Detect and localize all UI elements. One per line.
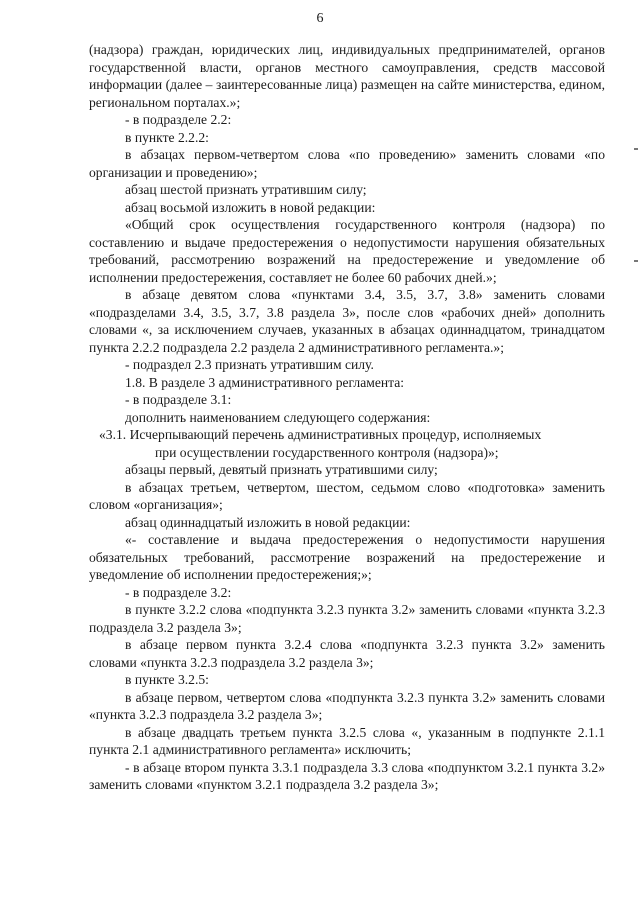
page-number: 6 [316, 11, 324, 26]
paragraph: «Общий срок осуществления государственного контроля (надзора) по составлению и выдаче предостережения о недопустимости нарушения обязательных требований, рассмотрению возражений на предостережение и уведомление об исполнении предостережения, составляет не более 60 рабочих дней.»; [89, 217, 605, 285]
paragraph: - в подразделе 3.2: [125, 584, 232, 600]
paragraph: в абзаце первом пункта 3.2.4 слова «подпункта 3.2.3 пункта 3.2» заменить словами «пункта 3.2.3 подраздела 3.2 раздела 3»; [89, 637, 605, 670]
paragraph: - в абзаце втором пункта 3.3.1 подраздела 3.3 слова «подпунктом 3.2.1 пункта 3.2» заменить словами «пунктом 3.2.1 подраздела 3.2 раздела 3»; [89, 759, 605, 792]
paragraph: - подраздел 2.3 признать утратившим силу. [125, 357, 374, 372]
paragraph: в пункте 2.2.2: [125, 129, 209, 145]
paragraph: в пункте 3.2.5: [125, 672, 209, 687]
scan-edge-mark [634, 260, 638, 262]
paragraph: - в подразделе 3.1: [125, 392, 232, 407]
paragraph: абзац восьмой изложить в новой редакции: [125, 199, 376, 215]
paragraph: в абзаце двадцать третьем пункта 3.2.5 слова «, указанным в подпункте 2.1.1 пункта 2.1 административного регламента» исключить; [89, 724, 605, 757]
section-heading-line-2: при осуществлении государственного контроля (надзора)»; [155, 444, 499, 460]
paragraph: абзацы первый, девятый признать утратившими силу; [125, 462, 438, 477]
paragraph: в пункте 3.2.2 слова «подпункта 3.2.3 пункта 3.2» заменить словами «пункта 3.2.3 подраздела 3.2 раздела 3»; [89, 602, 605, 635]
section-heading-line-1: «3.1. Исчерпывающий перечень административных процедур, исполняемых [99, 427, 542, 442]
paragraph: в абзацах третьем, четвертом, шестом, седьмом слово «подготовка» заменить словом «организация»; [89, 479, 605, 512]
paragraph: 1.8. В разделе 3 административного регламента: [125, 374, 405, 390]
paragraph: дополнить наименованием следующего содержания: [125, 409, 431, 425]
paragraph: абзац шестой признать утратившим силу; [125, 182, 367, 197]
document-body [89, 41, 605, 794]
scan-edge-mark [634, 148, 638, 150]
paragraph: в абзацах первом-четвертом слова «по проведению» заменить словами «по организации и проведению»; [89, 147, 605, 180]
paragraph: (надзора) граждан, юридических лиц, индивидуальных предпринимателей, органов государственной власти, органов местного самоуправления, средств массовой информации (далее – заинтересованные лица) размещен на сайте министерства, едином, региональном порталах.»; [89, 42, 605, 110]
paragraph: в абзаце первом, четвертом слова «подпункта 3.2.3 пункта 3.2» заменить словами «пункта 3.2.3 подраздела 3.2 раздела 3»; [89, 689, 605, 722]
paragraph: «- составление и выдача предостережения о недопустимости нарушения обязательных требований, рассмотрение возражений на предостережение и уведомление об исполнении предостережения;»; [89, 532, 605, 582]
paragraph: абзац одиннадцатый изложить в новой редакции: [125, 514, 411, 530]
paragraph: - в подразделе 2.2: [125, 112, 232, 127]
paragraph: в абзаце девятом слова «пунктами 3.4, 3.5, 3.7, 3.8» заменить словами «подразделами 3.4, 3.5, 3.7, 3.8 раздела 3», после слов «рабочих дней» дополнить словами «, за исключением случаев, указанных в абзацах одиннадцатом, тринадцатом пункта 2.2.2 подраздела 2.2 раздела 2 административного регламента.»; [89, 287, 605, 355]
